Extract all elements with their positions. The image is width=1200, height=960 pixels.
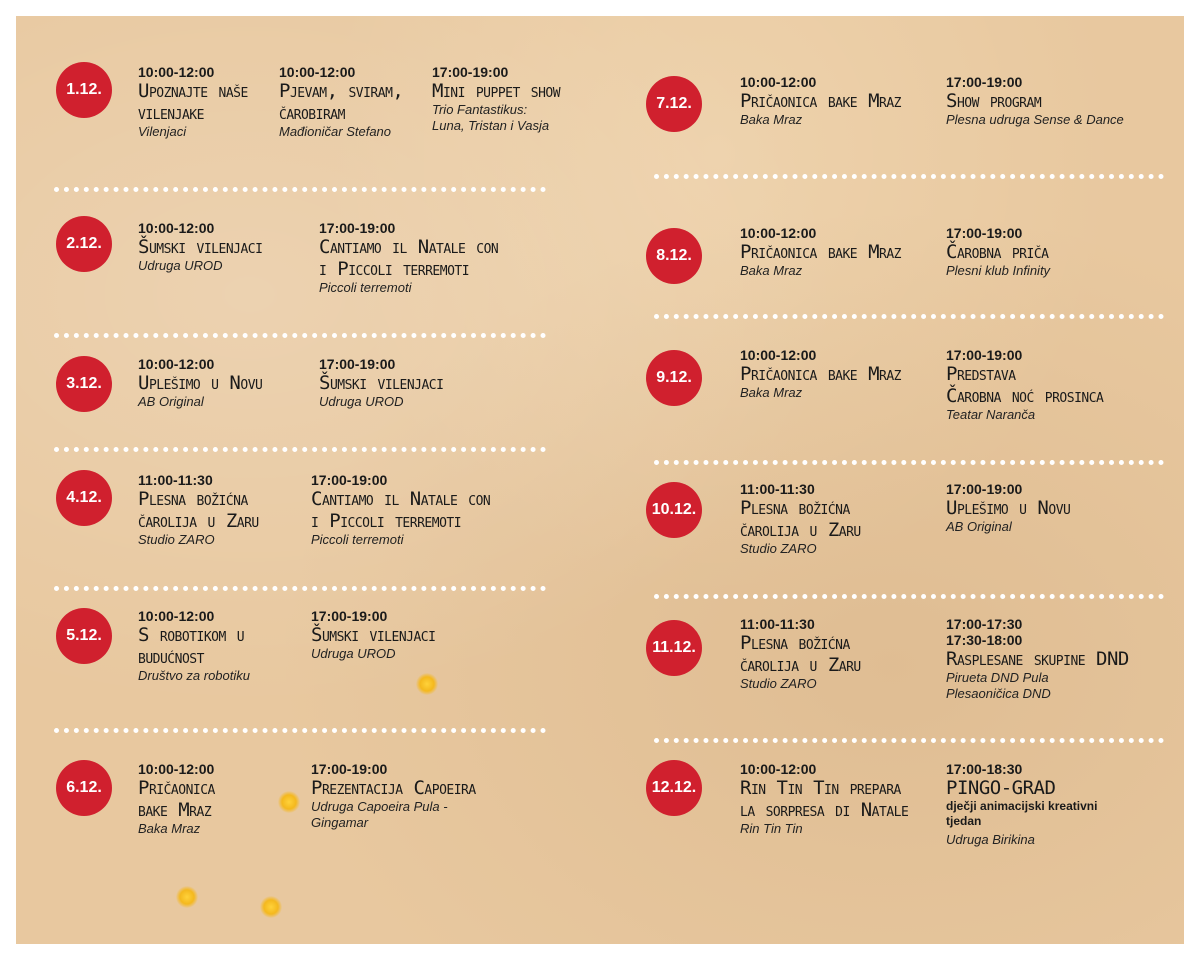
event-time: 10:00-12:00 (138, 608, 215, 624)
event-time: 11:00-11:30 (138, 472, 213, 488)
event-performer: Studio ZARO (740, 676, 817, 691)
date-badge: 2.12. (56, 216, 112, 272)
event-performer: Baka Mraz (138, 821, 201, 836)
event-title: Pričaonica bake Mraz (138, 777, 215, 821)
event-time: 17:00-19:00 (311, 761, 388, 777)
event (138, 761, 288, 837)
event-title: S robotikom u budućnost (138, 624, 245, 668)
event-title: Pričaonica bake Mraz (740, 241, 901, 263)
event-time: 10:00-12:00 (740, 225, 817, 241)
event (311, 472, 556, 548)
event-performer: AB Original (946, 519, 1012, 534)
date-badge: 6.12. (56, 760, 112, 816)
event-title: Plesna božićna čarolija u Zaru (138, 488, 259, 532)
dotted-separator (654, 738, 1164, 743)
event-title: Pričaonica bake Mraz (740, 363, 901, 385)
event-time: 10:00-12:00 (279, 64, 356, 80)
event-time: 17:00-19:00 (946, 481, 1023, 497)
event (740, 74, 940, 128)
event-subtitle: dječji animacijski kreativni tjedan (946, 799, 1098, 828)
event (740, 225, 940, 279)
event-performer: Rin Tin Tin (740, 821, 803, 836)
event-performer: AB Original (138, 394, 204, 409)
event-time: 10:00-12:00 (740, 761, 817, 777)
event (138, 356, 308, 410)
event-performer: Pirueta DND Pula Plesaoničica DND (946, 670, 1051, 701)
event-time: 10:00-12:00 (740, 347, 817, 363)
event (432, 64, 582, 134)
date-badge: 10.12. (646, 482, 702, 538)
event-title: Uplešimo u Novu (946, 497, 1071, 519)
event-title: Plesna božićna čarolija u Zaru (740, 632, 861, 676)
event (946, 761, 1181, 848)
event-time: 10:00-12:00 (740, 74, 817, 90)
event-performer: Udruga UROD (138, 258, 223, 273)
event-time: 10:00-12:00 (138, 64, 215, 80)
event-performer: Studio ZARO (138, 532, 215, 547)
event-performer: Mađioničar Stefano (279, 124, 392, 139)
event-time: 17:00-19:00 (311, 608, 388, 624)
event-title: Prezentacija Capoeira (311, 777, 476, 799)
event-title: Cantiamo il Natale con i Piccoli terremoti (311, 488, 491, 532)
event-title: Cantiamo il Natale con i Piccoli terremoti (319, 236, 499, 280)
date-badge: 4.12. (56, 470, 112, 526)
event (311, 761, 556, 831)
event-time: 10:00-12:00 (138, 356, 215, 372)
event-performer: Društvo za robotiku (138, 668, 250, 683)
event-time: 17:00-19:00 (319, 220, 396, 236)
event (311, 608, 511, 662)
event (138, 220, 308, 274)
event-title: Šumski vilenjaci (311, 624, 436, 646)
event-time: 17:00-19:00 (319, 356, 396, 372)
event-title: Show program (946, 90, 1042, 112)
event-performer: Udruga Birikina (946, 832, 1035, 847)
event (138, 472, 303, 548)
event (740, 616, 940, 692)
event-title: Šumski vilenjaci (138, 236, 263, 258)
event-title: Pjevam, sviram, čarobiram (279, 80, 404, 124)
schedule-paper (16, 16, 1184, 944)
sun-icon (176, 886, 198, 908)
event (279, 64, 419, 140)
event-title: Plesna božićna čarolija u Zaru (740, 497, 861, 541)
event-title: Šumski vilenjaci (319, 372, 444, 394)
event (319, 356, 519, 410)
dotted-separator (54, 187, 546, 192)
dotted-separator (54, 333, 546, 338)
event-performer: Plesna udruga Sense & Dance (946, 112, 1124, 127)
event (946, 481, 1181, 535)
event-performer: Udruga UROD (311, 646, 396, 661)
dotted-separator (54, 586, 546, 591)
event-title: Rin Tin Tin prepara la sorpresa di Natale (740, 777, 909, 821)
event-time: 11:00-11:30 (740, 481, 815, 497)
event-title: Pričaonica bake Mraz (740, 90, 901, 112)
event (740, 481, 940, 557)
event-title: PINGO-GRAD (946, 777, 1056, 799)
dotted-separator (654, 174, 1164, 179)
event-time: 17:00-19:00 (432, 64, 509, 80)
event-time: 10:00-12:00 (138, 761, 215, 777)
event-time: 11:00-11:30 (740, 616, 815, 632)
dotted-separator (54, 447, 546, 452)
date-badge: 12.12. (646, 760, 702, 816)
event-time: 17:00-18:30 (946, 761, 1023, 777)
event (946, 347, 1181, 423)
event-title: Rasplesane skupine DND (946, 648, 1129, 670)
event-performer: Vilenjaci (138, 124, 187, 139)
date-badge: 5.12. (56, 608, 112, 664)
event (946, 225, 1181, 279)
date-badge: 8.12. (646, 228, 702, 284)
event-performer: Teatar Naranča (946, 407, 1036, 422)
event-time: 17:00-19:00 (946, 74, 1023, 90)
event-performer: Piccoli terremoti (311, 532, 404, 547)
dotted-separator (654, 314, 1164, 319)
event-time: 17:00-17:30 17:30-18:00 (946, 616, 1023, 648)
event (740, 347, 940, 401)
event-performer: Baka Mraz (740, 263, 803, 278)
dotted-separator (654, 594, 1164, 599)
event-time: 17:00-19:00 (946, 225, 1023, 241)
event (138, 64, 273, 140)
event-performer: Trio Fantastikus: Luna, Tristan i Vasja (432, 102, 550, 133)
date-badge: 9.12. (646, 350, 702, 406)
event-time: 17:00-19:00 (946, 347, 1023, 363)
dotted-separator (54, 728, 546, 733)
event-title: Čarobna priča (946, 241, 1049, 263)
event (138, 608, 303, 684)
event-title: Upoznajte naše vilenjake (138, 80, 248, 124)
event-time: 17:00-19:00 (311, 472, 388, 488)
sun-icon (278, 791, 300, 813)
event-title: Predstava Čarobna noć prosinca (946, 363, 1104, 407)
sun-icon (416, 673, 438, 695)
event-time: 10:00-12:00 (138, 220, 215, 236)
event-performer: Studio ZARO (740, 541, 817, 556)
event (740, 761, 940, 837)
event-title: Mini puppet show (432, 80, 561, 102)
event (319, 220, 559, 296)
event (946, 74, 1181, 128)
event (946, 616, 1181, 702)
date-badge: 11.12. (646, 620, 702, 676)
event-performer: Baka Mraz (740, 385, 803, 400)
event-performer: Udruga UROD (319, 394, 404, 409)
date-badge: 1.12. (56, 62, 112, 118)
dotted-separator (654, 460, 1164, 465)
event-performer: Baka Mraz (740, 112, 803, 127)
event-title: Uplešimo u Novu (138, 372, 263, 394)
event-performer: Udruga Capoeira Pula - Gingamar (311, 799, 448, 830)
sun-icon (260, 896, 282, 918)
date-badge: 7.12. (646, 76, 702, 132)
event-performer: Plesni klub Infinity (946, 263, 1051, 278)
date-badge: 3.12. (56, 356, 112, 412)
event-performer: Piccoli terremoti (319, 280, 412, 295)
